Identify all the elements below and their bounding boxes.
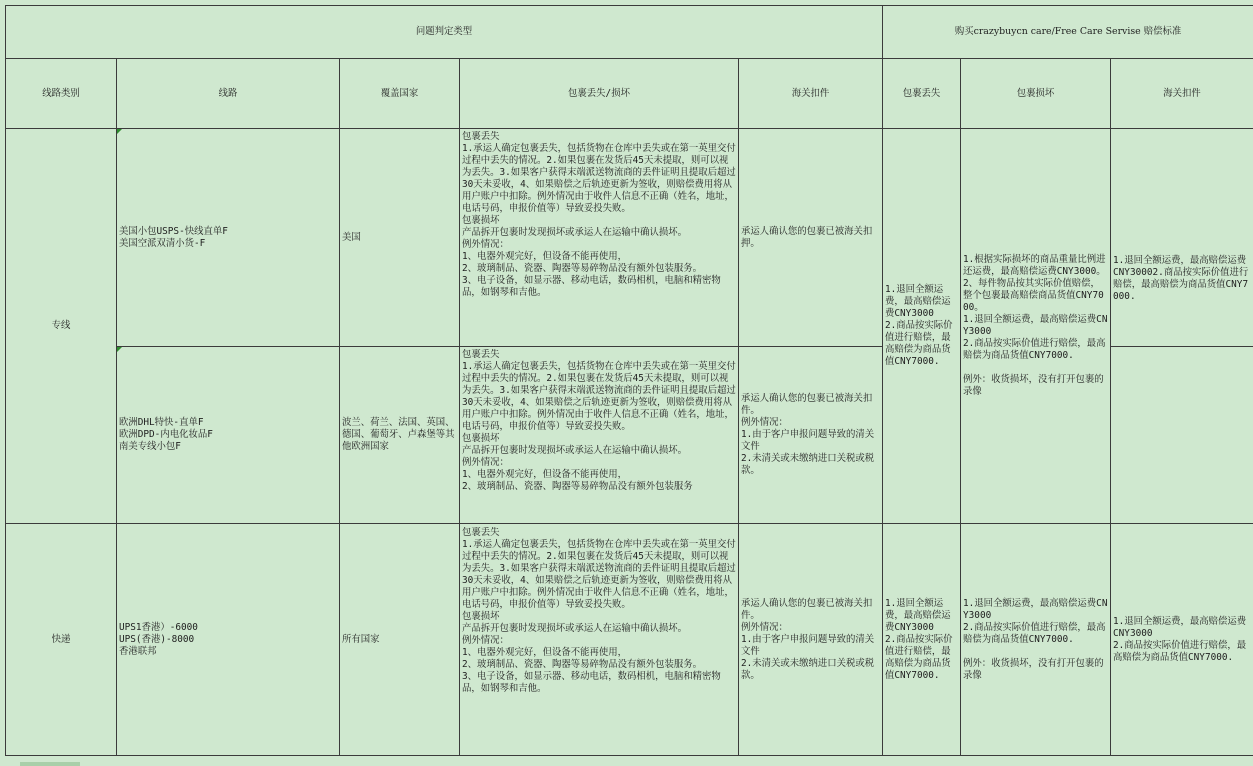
header-problem-type[interactable]: 问题判定类型 [6, 6, 883, 59]
table-cell-coverage[interactable]: 美国 [340, 129, 460, 347]
table-cell-loss-damage[interactable]: 包裹丢失 1.承运人确定包裹丢失，包括货物在仓库中丢失或在第一英里交付过程中丢失的情况。2.如果包裹在发货后45天未提取，则可以视为丢失。3.如果客户获得末端派送物流商的丢件证明且提取后超过30天未妥收，4、如果赔偿之后轨迹更新为签收，则赔偿费用将从用户账户中扣除。例外情况由于收件人信息不正确（姓名，地址，电话号码，申报价值等）导致妥投失败。 包裹损坏 产品拆开包裹时发现损坏或承运人在运输中确认损坏。 例外情况： 1、电器外观完好，但设备不能再使用， 2、玻璃制品、瓷器、陶器等易碎物品没有额外包装服务。 3、电子设备，如显示器、移动电话，数码相机，电脑和精密物品，如钢琴和吉他。 [460, 524, 739, 756]
comment-marker [117, 129, 122, 134]
group-express[interactable]: 快递 [6, 524, 117, 756]
compensation-table [5, 5, 1253, 756]
col-line[interactable]: 线路 [117, 59, 340, 129]
table-cell-comp-customs[interactable]: 1.退回全额运费，最高赔偿运费CNY3000 2.商品按实际价值进行赔偿，最高赔偿为商品货值CNY7000. [1111, 524, 1253, 756]
sheet-tab[interactable] [20, 762, 80, 766]
table-cell-customs[interactable]: 承运人确认您的包裹已被海关扣件。 例外情况： 1.由于客户申报问题导致的清关文件 2.未清关或未缴纳进口关税或税款。 [739, 347, 883, 524]
table-cell-line[interactable]: UPS1香港）-6000 UPS(香港)-8000 香港联邦 [117, 524, 340, 756]
col-line-category[interactable]: 线路类别 [6, 59, 117, 129]
col-comp-loss[interactable]: 包裹丢失 [883, 59, 961, 129]
table-cell-comp-customs[interactable]: 1.退回全额运费，最高赔偿运费CNY30002.商品按实际价值进行赔偿，最高赔偿为商品货值CNY7000. [1111, 129, 1253, 347]
group-special-line[interactable]: 专线 [6, 129, 117, 524]
comment-marker [117, 347, 122, 352]
table-cell-loss-damage[interactable]: 包裹丢失 1.承运人确定包裹丢失，包括货物在仓库中丢失或在第一英里交付过程中丢失的情况。2.如果包裹在发货后45天未提取，则可以视为丢失。3.如果客户获得末端派送物流商的丢件证明且提取后超过30天未妥收，4、如果赔偿之后轨迹更新为签收，则赔偿费用将从用户账户中扣除。例外情况由于收件人信息不正确（姓名，地址，电话号码，申报价值等）导致妥投失败。 包裹损坏 产品拆开包裹时发现损坏或承运人在运输中确认损坏。 例外情况： 1、电器外观完好，但设备不能再使用， 2、玻璃制品、瓷器、陶器等易碎物品没有额外包装服务 [460, 347, 739, 524]
table-cell-loss-damage[interactable]: 包裹丢失 1.承运人确定包裹丢失，包括货物在仓库中丢失或在第一英里交付过程中丢失的情况。2.如果包裹在发货后45天未提取，则可以视为丢失。3.如果客户获得末端派送物流商的丢件证明且提取后超过30天未妥收，4、如果赔偿之后轨迹更新为签收，则赔偿费用将从用户账户中扣除。例外情况由于收件人信息不正确（姓名，地址，电话号码，申报价值等）导致妥投失败。 包裹损坏 产品拆开包裹时发现损坏或承运人在运输中确认损坏。 例外情况： 1、电器外观完好，但设备不能再使用， 2、玻璃制品、瓷器、陶器等易碎物品没有额外包装服务。 3、电子设备，如显示器、移动电话，数码相机，电脑和精密物品，如钢琴和吉他。 [460, 129, 739, 347]
table-cell-comp-loss[interactable]: 1.退回全额运费，最高赔偿运费CNY3000 2.商品按实际价值进行赔偿，最高赔偿为商品货值CNY7000. [883, 129, 961, 524]
table-cell-customs[interactable]: 承运人确认您的包裹已被海关扣押。 [739, 129, 883, 347]
sheet-bottom-strip [0, 758, 1253, 766]
header-compensation-standard[interactable]: 购买crazybuycn care/Free Care Servise 赔偿标准 [883, 6, 1253, 59]
table-cell-comp-loss[interactable]: 1.退回全额运费，最高赔偿运费CNY3000 2.商品按实际价值进行赔偿，最高赔偿为商品货值CNY7000. [883, 524, 961, 756]
col-comp-customs[interactable]: 海关扣件 [1111, 59, 1253, 129]
col-loss-damage[interactable]: 包裹丢失/损坏 [460, 59, 739, 129]
table-cell-comp-damage[interactable]: 1.根据实际损坏的商品重量比例进还运费，最高赔偿运费CNY3000。2、每件物品按其实际价值赔偿，整个包裹最高赔偿商品货值CNY7000。 1.退回全额运费，最高赔偿运费CNY3000 2.商品按实际价值进行赔偿，最高赔偿为商品货值CNY7000. 例外：收货损坏，没有打开包裹的录像 [961, 129, 1111, 524]
table-cell-line[interactable]: 欧洲DHL特快-直单F 欧洲DPD-内电化妆品F 南美专线小包F [117, 347, 340, 524]
col-customs[interactable]: 海关扣件 [739, 59, 883, 129]
table-cell-coverage[interactable]: 所有国家 [340, 524, 460, 756]
table-cell-line[interactable]: 美国小包USPS-快线直单F 美国空派双清小货-F [117, 129, 340, 347]
table-cell-comp-customs[interactable] [1111, 347, 1253, 524]
table-cell-coverage[interactable]: 波兰、荷兰、法国、英国、德国、葡萄牙、卢森堡等其他欧洲国家 [340, 347, 460, 524]
col-comp-damage[interactable]: 包裹损坏 [961, 59, 1111, 129]
table-cell-customs[interactable]: 承运人确认您的包裹已被海关扣件。 例外情况： 1.由于客户申报问题导致的清关文件 2.未清关或未缴纳进口关税或税款。 [739, 524, 883, 756]
col-coverage[interactable]: 覆盖国家 [340, 59, 460, 129]
table-cell-comp-damage[interactable]: 1.退回全额运费，最高赔偿运费CNY3000 2.商品按实际价值进行赔偿，最高赔偿为商品货值CNY7000. 例外：收货损坏，没有打开包裹的录像 [961, 524, 1111, 756]
